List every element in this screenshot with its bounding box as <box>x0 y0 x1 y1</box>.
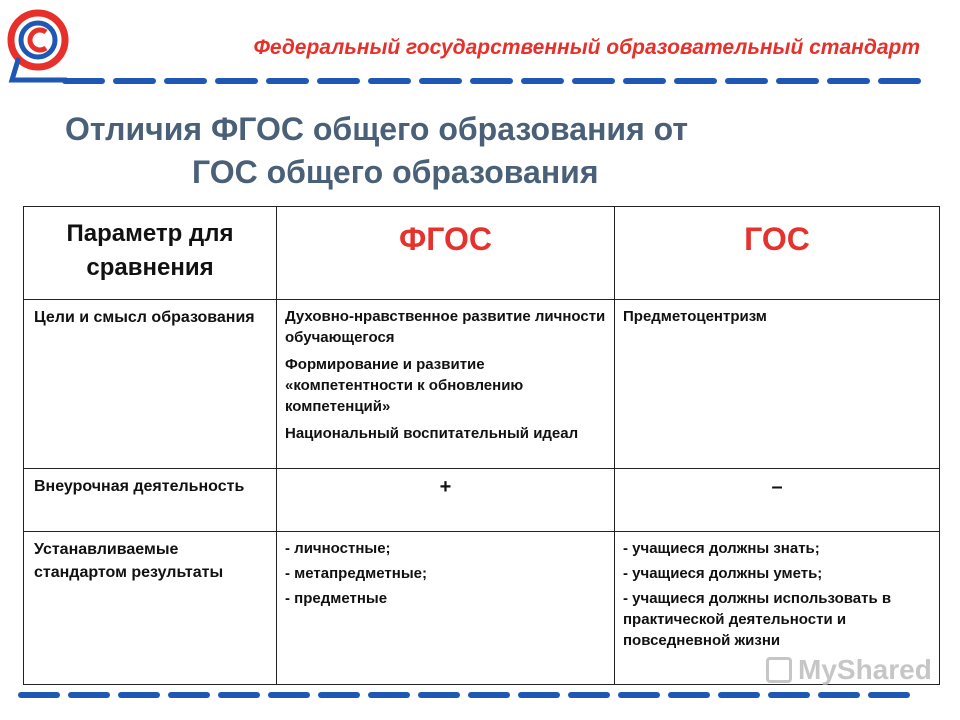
row-fgos-cell <box>277 300 615 469</box>
fgos-text: Национальный воспитательный идеал <box>285 425 579 442</box>
fgos-text: Формирование и развитие «компетентности к обновлению компетенций» <box>285 356 524 415</box>
comparison-table <box>23 206 940 685</box>
page-title <box>0 108 860 194</box>
bottom-dash-divider <box>18 692 918 698</box>
myshared-logo-icon <box>766 657 792 683</box>
gos-list-item: - учащиеся должны знать; <box>623 540 820 557</box>
row-fgos-cell: + <box>277 469 615 532</box>
row-gos-cell: – <box>615 469 940 532</box>
table-header-row <box>24 207 940 300</box>
page-title-line-2: ГОС общего образования <box>192 154 599 190</box>
header-cell-param: Параметр для сравнения <box>24 207 277 300</box>
fgos-list-item: - предметные <box>285 590 388 607</box>
top-dash-divider <box>62 78 929 84</box>
row-gos-cell <box>615 300 940 469</box>
fgos-list-item: - личностные; <box>285 540 391 557</box>
row-param-cell: Внеурочная деятельность <box>24 469 277 532</box>
fgos-text: Духовно-нравственное развитие личности обучающегося <box>285 308 606 346</box>
table-row <box>24 300 940 469</box>
row-param-cell: Устанавливаемые стандартом результаты <box>24 532 277 685</box>
gos-text: Предметоцентризм <box>623 308 767 325</box>
row-fgos-cell <box>277 532 615 685</box>
fgos-list-item: - метапредметные; <box>285 565 427 582</box>
header-subtitle: Федеральный государственный образовательный стандарт <box>253 36 920 59</box>
header-cell-gos: ГОС <box>615 207 940 300</box>
gos-list-item: - учащиеся должны уметь; <box>623 565 823 582</box>
watermark-text: MyShared <box>798 654 932 685</box>
header-cell-fgos: ФГОС <box>277 207 615 300</box>
table-row <box>24 469 940 532</box>
page-title-line-1: Отличия ФГОС общего образования от <box>65 111 689 147</box>
myshared-watermark <box>766 654 932 686</box>
gos-list-item: - учащиеся должны использовать в практической деятельности и повседневной жизни <box>623 590 892 649</box>
row-param-cell: Цели и смысл образования <box>24 300 277 469</box>
